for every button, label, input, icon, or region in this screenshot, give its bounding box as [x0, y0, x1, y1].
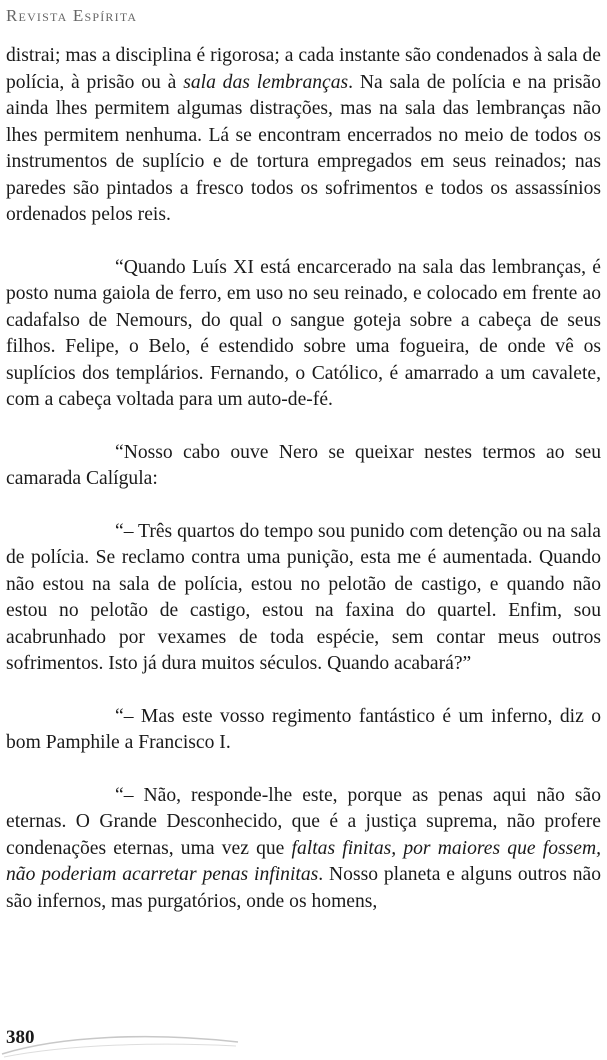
paragraph-5: [6, 704, 601, 757]
running-header: Revista Espírita: [6, 6, 138, 25]
paragraph-2: [6, 255, 601, 414]
paragraph-1-italic: sala das lembranças: [183, 71, 349, 93]
page-number: 380: [6, 1027, 35, 1048]
paragraph-5-text: “– Mas este vosso regimento fantástico é um inferno, diz o bom Pamphile a Francisco I.: [6, 705, 601, 753]
paragraph-4-text: “– Três quartos do tempo sou punido com detenção ou na sala de polícia. Se reclamo contra uma punição, esta me é aumentada. Quando não estou na sala de polícia, estou no pelotão de castigo, e quando não estou no pelotão de castigo, estou na faxina do quartel. Enfim, sou acabrunhado por vexames de toda espécie, sem contar meus outros sofrimentos. Isto já dura muitos séculos. Quando acabará?”: [6, 520, 601, 674]
paragraph-6-text-end: . Nosso planeta e alguns outros não são infernos, mas purgatórios, onde os homens,: [6, 864, 601, 912]
paragraph-2-text: “Quando Luís XI está encarcerado na sala das lembranças, é posto numa gaiola de ferro, em uso no seu reinado, e colocado em frente ao cadafalso de Nemours, do qual o sangue goteja sobre a cabeça de seus filhos. Felipe, o Belo, é estendido sobre uma fogueira, de onde vê os suplícios dos templários. Fernando, o Católico, é amarrado a um cavalete, com a cabeça voltada para um auto-de-fé.: [6, 256, 601, 410]
body-text: [6, 43, 601, 915]
paragraph-1-text-end: . Na sala de polícia e na prisão ainda lhes permitem algumas distrações, mas na sala das lembranças não lhes permitem nenhuma. Lá se encontram encerrados no meio de todos os instrumentos de suplício e de tortura empregados em seus reinados; nas paredes são pintados a fresco todos os sofrimentos e todos os assassínios ordenados pelos reis.: [6, 71, 601, 225]
paragraph-6-italic: faltas finitas, por maiores que fossem, não poderiam acarretar penas infinitas: [6, 837, 601, 885]
paragraph-4: [6, 519, 601, 678]
paragraph-3: [6, 440, 601, 493]
paragraph-3-text: “Nosso cabo ouve Nero se queixar nestes termos ao seu camarada Calígula:: [6, 441, 601, 489]
paragraph-6: [6, 783, 601, 916]
paragraph-6-text: “– Não, responde-lhe este, porque as penas aqui não são eternas. O Grande Desconhecido, que é a justiça suprema, não profere condenações eternas, uma vez que: [6, 784, 601, 859]
paragraph-1-text: distrai; mas a disciplina é rigorosa; a cada instante são condenados à sala de polícia, à prisão ou à: [6, 45, 601, 93]
decorative-swoosh: [0, 1022, 240, 1060]
paragraph-1: [6, 43, 601, 229]
